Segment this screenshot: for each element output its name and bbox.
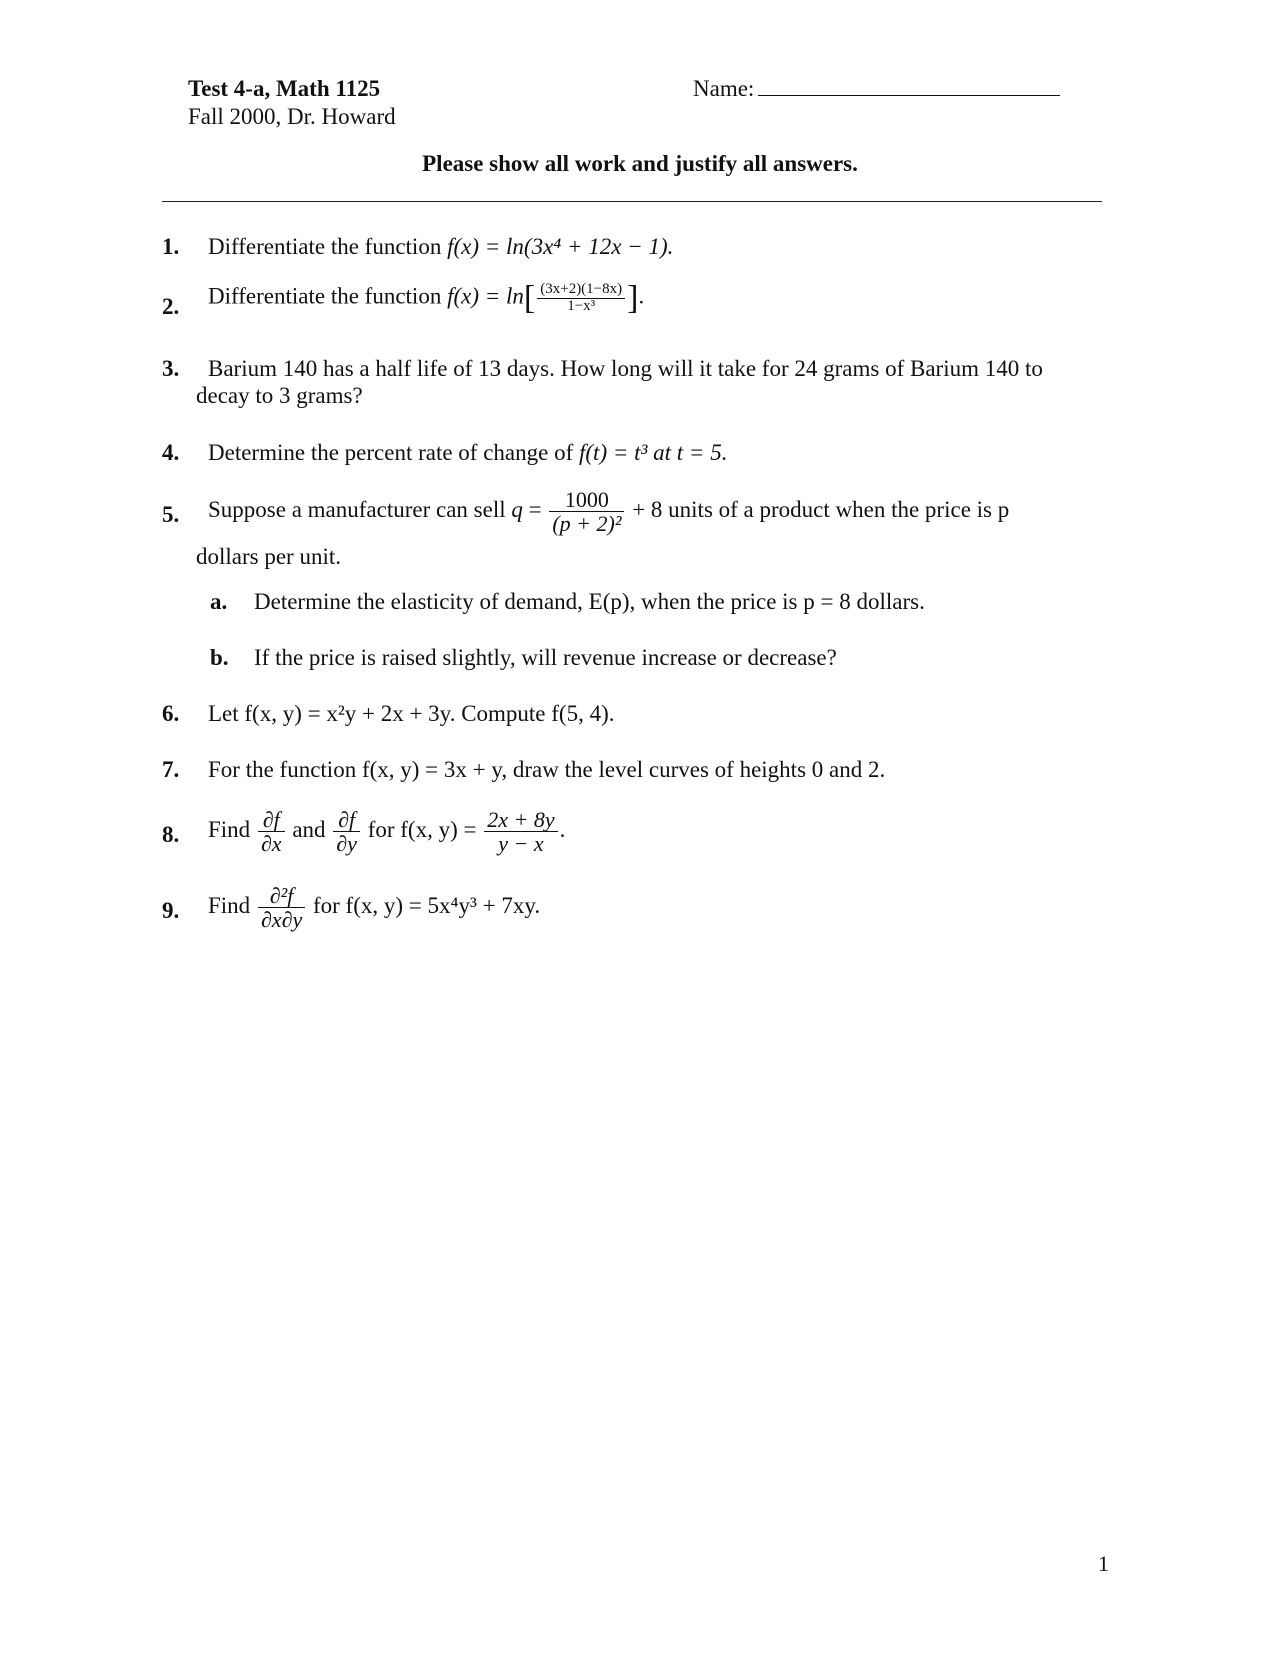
q2-text: Differentiate the function: [208, 283, 442, 309]
question-9: [208, 884, 540, 931]
q5b-label: b.: [210, 645, 229, 670]
q5-number: 5.: [162, 502, 180, 527]
name-label: Name:: [693, 76, 755, 101]
q6-text: Let f(x, y) = x²y + 2x + 3y. Compute f(5, 4).: [208, 701, 615, 726]
q2-left-bracket: [: [523, 279, 536, 317]
q8-frac-numerator: 2x + 8y: [484, 808, 557, 832]
q4-text: Determine the percent rate of change of: [208, 440, 574, 465]
q4-expr: f(t) = t³ at t = 5.: [579, 440, 728, 465]
q9-mixed-partial: [258, 884, 305, 931]
q1-text: Differentiate the function: [208, 234, 442, 259]
q8-find: Find: [208, 816, 251, 842]
q8-partial-y-den: ∂y: [336, 831, 357, 857]
test-title: Test 4-a, Math 1125: [188, 76, 381, 101]
q2-right-bracket: ]: [627, 279, 639, 317]
q7-text: For the function f(x, y) = 3x + y, draw the level curves of heights 0 and 2.: [208, 757, 886, 782]
test-subtitle: Fall 2000, Dr. Howard: [188, 104, 396, 129]
q8-partial-y: [333, 808, 360, 855]
q2-fraction: [537, 282, 625, 315]
q2-expr-lhs: f(x) = ln: [447, 283, 524, 309]
q1-number: 1.: [162, 234, 180, 259]
q1-expr: f(x) = ln(3x⁴ + 12x − 1).: [447, 234, 674, 259]
q9-find: Find: [208, 892, 251, 918]
question-5: Suppose a manufacturer can sell q = $\frac{1000}{\text{(p + 2)²}}$ + 8 units of a product when the price is p: [208, 487, 1010, 537]
q9-rest: for f(x, y) = 5x⁴y³ + 7xy.: [312, 892, 541, 918]
page-number: 1: [1098, 1551, 1109, 1576]
q5-text-a: Suppose a manufacturer can sell: [208, 496, 506, 522]
q5a-text: Determine the elasticity of demand, E(p), when the price is p = 8 dollars.: [254, 589, 925, 614]
q5b-text: If the price is raised slightly, will revenue increase or decrease?: [254, 645, 837, 670]
q9-partial-num: ∂²f: [258, 884, 305, 908]
q8-fraction: [484, 808, 557, 855]
q3-line2: decay to 3 grams?: [196, 383, 363, 408]
q8-number: 8.: [162, 822, 180, 847]
name-blank-line[interactable]: [758, 94, 1060, 96]
q9-partial-den: ∂x∂y: [260, 907, 303, 933]
q3-line1: Barium 140 has a half life of 13 days. How long will it take for 24 grams of Barium 140 to: [208, 356, 1043, 381]
name-field[interactable]: [693, 76, 1060, 102]
q8-frac-denominator: y − x: [498, 831, 544, 857]
question-8: Find $\frac{\partial f}{\partial x}$ and $\frac{\partial f}{\partial y}$ for f(x, y) = $\frac{2x + 8y}{y - x}$ .: [208, 807, 566, 857]
q5-frac-numerator: 1000: [549, 488, 624, 512]
q5-fraction: [549, 488, 624, 535]
q8-partial-x-den: ∂x: [260, 831, 282, 857]
question-2: Differentiate the function f(x) = ln[ $\frac{(3x+2)(1-8x)}{\text{1−x³}}$ ].: [208, 279, 645, 317]
q8-partial-x: [258, 808, 285, 855]
q8-for: for f(x, y) =: [367, 816, 477, 842]
q7-number: 7.: [162, 757, 180, 782]
q6-number: 6.: [162, 701, 180, 726]
q8-and: and: [292, 816, 326, 842]
q9-number: 9.: [162, 898, 180, 923]
q4-number: 4.: [162, 440, 180, 465]
q5-text-b: + 8 units of a product when the price is p: [632, 496, 1010, 522]
header-divider: [162, 201, 1102, 202]
question-4: [208, 440, 727, 466]
q2-frac-denominator: 1−x³: [567, 297, 596, 314]
q2-number: 2.: [162, 294, 180, 319]
q8-partial-y-num: ∂f: [333, 808, 360, 832]
q5a-label: a.: [210, 589, 228, 614]
q2-frac-numerator: (3x+2)(1−8x): [537, 282, 625, 299]
question-1: [208, 234, 673, 260]
instructions: Please show all work and justify all answers.: [422, 151, 858, 176]
q5-line2: dollars per unit.: [196, 544, 341, 569]
q5-frac-denominator: (p + 2)²: [552, 511, 622, 537]
q8-partial-x-num: ∂f: [258, 808, 285, 832]
q3-number: 3.: [162, 356, 180, 381]
